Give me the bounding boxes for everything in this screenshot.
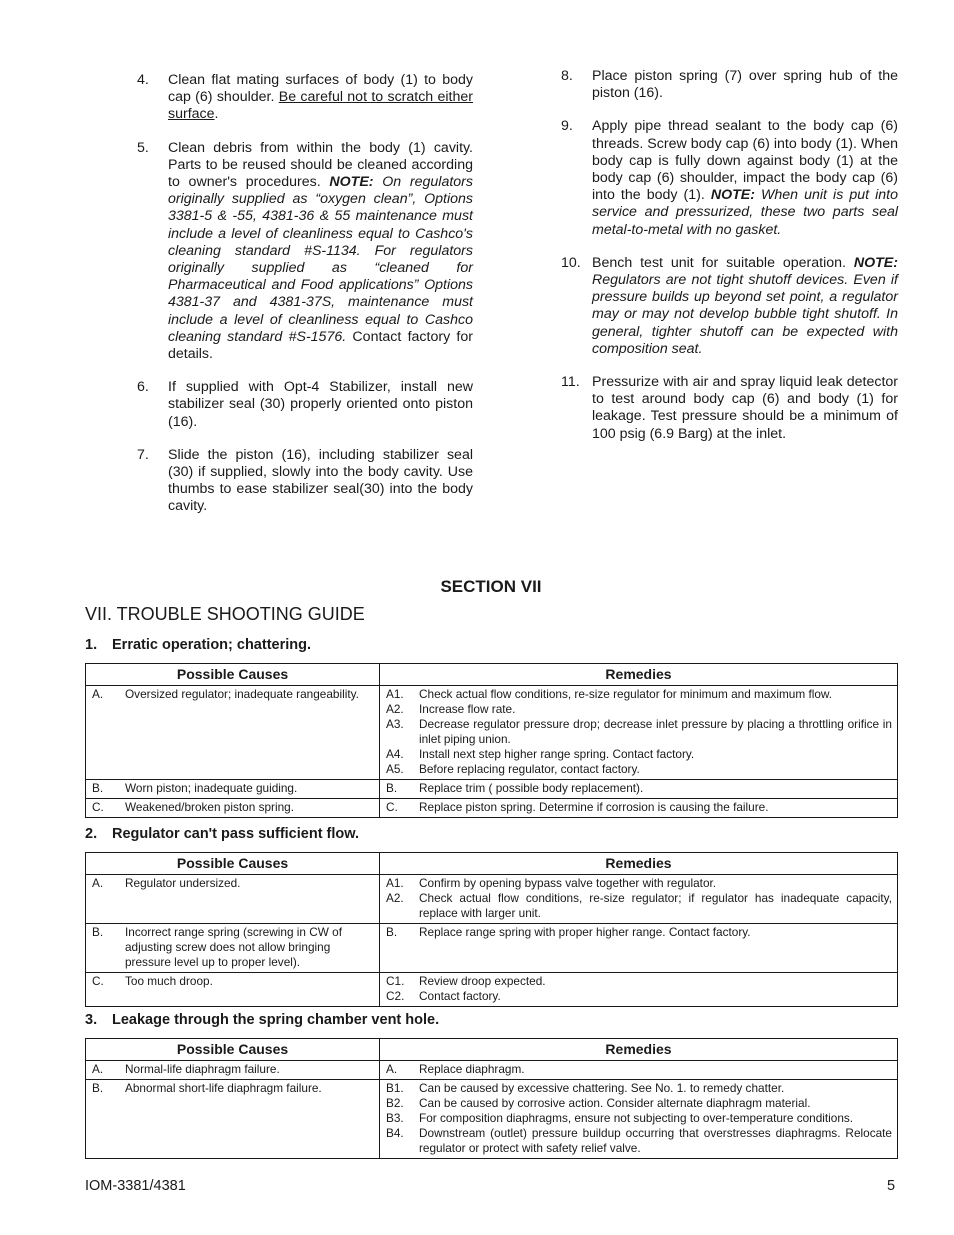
step-text-run: NOTE:: [853, 254, 898, 271]
step-text-run: Place piston spring (7) over spring hub of the piston (16).: [592, 68, 898, 102]
table-header-row: [86, 664, 898, 686]
step-text-run: Pressurize with air and spray liquid leak detector to test around body cap (6) and body (1) for leakage. Test pressure should be a minimum of 100 psig (6.9 Barg) at the inlet.: [592, 374, 898, 442]
step-text-run: Clean flat mating surfaces of body (1) to body cap (6) shoulder.: [168, 72, 473, 106]
step-number: 9.: [561, 118, 573, 135]
remedy-line: [386, 800, 892, 815]
remedy-text: Check actual flow conditions, re-size regulator; if regulator has inadequate capacity, replace with larger unit.: [419, 891, 892, 920]
step-text: [592, 118, 898, 238]
remedy-key: B1.: [386, 1081, 404, 1095]
remedy-line: [386, 747, 892, 762]
section-title: SECTION VII: [440, 577, 542, 596]
troubleshooting-table-2: [85, 852, 898, 1007]
cause-line: [92, 800, 374, 815]
remedy-key: C2.: [386, 989, 405, 1003]
procedure-step: [137, 72, 473, 124]
remedy-key: B4.: [386, 1126, 404, 1140]
troubleshooting-table-3: [85, 1038, 898, 1159]
remedy-text: Review droop expected.: [419, 974, 546, 988]
remedy-line: [386, 702, 892, 717]
cause-key: A.: [92, 876, 104, 890]
remedy-text: Replace piston spring. Determine if corrosion is causing the failure.: [419, 800, 769, 814]
cause-cell: [86, 924, 380, 973]
remedy-key: B.: [386, 925, 398, 939]
cause-line: [92, 925, 374, 970]
procedure-step: [561, 255, 898, 358]
cause-key: A.: [92, 687, 104, 701]
cause-cell: [86, 1080, 380, 1159]
remedy-key: C.: [386, 800, 398, 814]
step-text-run: Slide the piston (16), including stabilizer seal (30) if supplied, slowly into the body cavity. Use thumbs to ease stabilizer seal(30) into the body cavity.: [168, 446, 473, 515]
table-row: [86, 875, 898, 924]
cause-key: C.: [92, 800, 104, 814]
procedure-step: [137, 447, 473, 516]
step-number: 5.: [137, 139, 149, 156]
remedies-header: Remedies: [380, 664, 898, 686]
remedy-cell: [380, 780, 898, 799]
table-row: [86, 799, 898, 818]
remedy-text: Decrease regulator pressure drop; decrease inlet pressure by placing a throttling orifice in inlet piping union.: [419, 717, 892, 746]
remedy-key: A.: [386, 1062, 398, 1076]
cause-key: C.: [92, 974, 104, 988]
cause-line: [92, 687, 374, 702]
step-text: [592, 374, 898, 443]
table-3-title: 3. Leakage through the spring chamber vent hole.: [85, 1012, 440, 1028]
remedy-line: [386, 891, 892, 921]
remedy-key: B3.: [386, 1111, 404, 1125]
table-row: [86, 686, 898, 780]
step-text-run: NOTE:: [710, 187, 755, 204]
remedy-line: [386, 717, 892, 747]
remedy-cell: [380, 875, 898, 924]
step-text-run: Apply pipe thread sealant to the body cap (6) threads. Screw body cap (6) into body (1). When body cap is fully down against body (1) at the body cap (6) shoulder, impact the body cap (6) into the body (1).: [592, 118, 898, 204]
procedure-step: [137, 140, 473, 364]
table-row: [86, 1061, 898, 1080]
remedy-line: [386, 974, 892, 989]
cause-line: [92, 1062, 374, 1077]
causes-header: Possible Causes: [86, 664, 380, 686]
remedy-key: A1.: [386, 876, 404, 890]
procedure-step: [137, 379, 473, 431]
remedy-key: A4.: [386, 747, 404, 761]
step-text: [168, 379, 473, 431]
remedy-text: Can be caused by corrosive action. Consider alternate diaphragm material.: [419, 1096, 811, 1110]
step-text-run: Bench test unit for suitable operation.: [592, 254, 854, 271]
cause-cell: [86, 686, 380, 780]
remedies-header: Remedies: [380, 1039, 898, 1061]
remedy-text: Check actual flow conditions, re-size regulator for minimum and maximum flow.: [419, 687, 833, 701]
table-header-row: [86, 1039, 898, 1061]
step-text-run: NOTE:: [329, 174, 374, 191]
step-text-run: Regulators are not tight shutoff devices. Even if pressure builds up beyond set point, a regulator may or may not develop bubble tight shutoff. In general, tighter shutoff can be expected with composition seat.: [592, 272, 898, 357]
remedy-key: A2.: [386, 891, 404, 905]
cause-key: B.: [92, 781, 104, 795]
step-text-run: Clean debris from within the body (1) cavity. Parts to be reused should be cleaned according to owner's procedures.: [168, 139, 473, 191]
remedy-line: [386, 687, 892, 702]
cause-text: Oversized regulator; inadequate rangeability.: [125, 687, 359, 701]
step-number: 10.: [561, 254, 581, 271]
remedy-key: A2.: [386, 702, 404, 716]
cause-text: Worn piston; inadequate guiding.: [125, 781, 298, 795]
table-row: [86, 973, 898, 1007]
remedy-key: B2.: [386, 1096, 404, 1110]
cause-line: [92, 974, 374, 989]
procedure-step: [561, 68, 898, 102]
table-row: [86, 780, 898, 799]
remedy-text: Contact factory.: [419, 989, 501, 1003]
remedy-cell: [380, 799, 898, 818]
remedy-cell: [380, 1061, 898, 1080]
right-column: [561, 68, 898, 459]
remedy-line: [386, 925, 892, 940]
section-heading: VII. TROUBLE SHOOTING GUIDE: [85, 604, 365, 624]
step-text-run: When unit is put into service and pressurized, these two parts seal metal-to-metal with no gasket.: [592, 187, 898, 238]
step-text: [168, 447, 473, 516]
step-number: 8.: [561, 68, 573, 84]
table-row: [86, 924, 898, 973]
remedy-key: A3.: [386, 717, 404, 731]
cause-text: Abnormal short-life diaphragm failure.: [125, 1081, 322, 1095]
remedy-line: [386, 781, 892, 796]
remedy-text: Downstream (outlet) pressure buildup occurring that overstresses diaphragms. Relocate regulator or protect with safety relief valve.: [419, 1126, 892, 1155]
cause-key: A.: [92, 1062, 104, 1076]
left-column: [137, 72, 473, 532]
remedy-text: Replace trim ( possible body replacement).: [419, 781, 644, 795]
remedy-text: For composition diaphragms, ensure not subjecting to over-temperature conditions.: [419, 1111, 854, 1125]
remedy-key: A5.: [386, 762, 404, 776]
page-number: 5: [887, 1178, 896, 1194]
remedy-text: Replace range spring with proper higher range. Contact factory.: [419, 925, 751, 939]
remedy-key: A1.: [386, 687, 404, 701]
remedy-text: Replace diaphragm.: [419, 1062, 525, 1076]
cause-key: B.: [92, 925, 104, 939]
remedy-cell: [380, 686, 898, 780]
cause-line: [92, 876, 374, 891]
remedy-text: Can be caused by excessive chattering. See No. 1. to remedy chatter.: [419, 1081, 785, 1095]
cause-key: B.: [92, 1081, 104, 1095]
table-2-title: 2. Regulator can't pass sufficient flow.: [85, 826, 360, 842]
remedy-line: [386, 1126, 892, 1156]
step-text-run: Be careful not to scratch either surface: [168, 89, 473, 123]
remedy-line: [386, 1111, 892, 1126]
remedy-line: [386, 989, 892, 1004]
troubleshooting-table-1: [85, 663, 898, 818]
cause-cell: [86, 1061, 380, 1080]
step-text: [592, 255, 898, 358]
causes-header: Possible Causes: [86, 853, 380, 875]
procedure-step: [561, 374, 898, 443]
cause-cell: [86, 973, 380, 1007]
procedure-step: [561, 118, 898, 238]
step-text-run: Contact factory for details.: [168, 328, 473, 363]
remedy-text: Confirm by opening bypass valve together with regulator.: [419, 876, 717, 890]
cause-line: [92, 1081, 374, 1096]
remedy-line: [386, 1062, 892, 1077]
step-number: 6.: [137, 379, 149, 396]
remedy-text: Increase flow rate.: [419, 702, 516, 716]
table-header-row: [86, 853, 898, 875]
step-number: 7.: [137, 446, 149, 463]
remedy-key: B.: [386, 781, 398, 795]
table-1-title: 1. Erratic operation; chattering.: [85, 637, 312, 653]
step-text: [592, 68, 898, 102]
remedies-header: Remedies: [380, 853, 898, 875]
cause-cell: [86, 875, 380, 924]
table-row: [86, 1080, 898, 1159]
remedy-cell: [380, 973, 898, 1007]
step-text-run: .: [214, 106, 219, 123]
cause-text: Too much droop.: [125, 974, 213, 988]
remedy-line: [386, 1081, 892, 1096]
cause-cell: [86, 780, 380, 799]
remedy-cell: [380, 1080, 898, 1159]
step-number: 4.: [137, 72, 149, 88]
remedy-cell: [380, 924, 898, 973]
cause-text: Regulator undersized.: [125, 876, 241, 890]
cause-line: [92, 781, 374, 796]
document-id: IOM-3381/4381: [85, 1178, 186, 1194]
remedy-key: C1.: [386, 974, 405, 988]
step-text-run: On regulators originally supplied as “oxygen clean”, Options 3381-5 & -55, 4381-36 & 55 maintenance must include a level of cleanliness equal to Cashco's cleaning standard #S-1134. For regulators originally supplied as “cleaned for Pharmaceutical and Food applications” Options 4381-37 and 4381-37S, maintenance must include a level of cleanliness equal to Cashco cleaning standard #S-1576.: [168, 174, 473, 345]
step-number: 11.: [561, 374, 580, 391]
cause-text: Normal-life diaphragm failure.: [125, 1062, 280, 1076]
cause-text: Weakened/broken piston spring.: [125, 800, 294, 814]
remedy-line: [386, 1096, 892, 1111]
step-text-run: If supplied with Opt-4 Stabilizer, install new stabilizer seal (30) properly oriented onto piston (16).: [168, 379, 473, 430]
remedy-text: Install next step higher range spring. Contact factory.: [419, 747, 695, 761]
step-text: [168, 72, 473, 124]
remedy-line: [386, 762, 892, 777]
cause-text: Incorrect range spring (screwing in CW of adjusting screw does not allow bringing pressure level up to proper level).: [125, 925, 343, 969]
causes-header: Possible Causes: [86, 1039, 380, 1061]
remedy-line: [386, 876, 892, 891]
remedy-text: Before replacing regulator, contact factory.: [419, 762, 640, 776]
step-text: [168, 140, 473, 364]
cause-cell: [86, 799, 380, 818]
